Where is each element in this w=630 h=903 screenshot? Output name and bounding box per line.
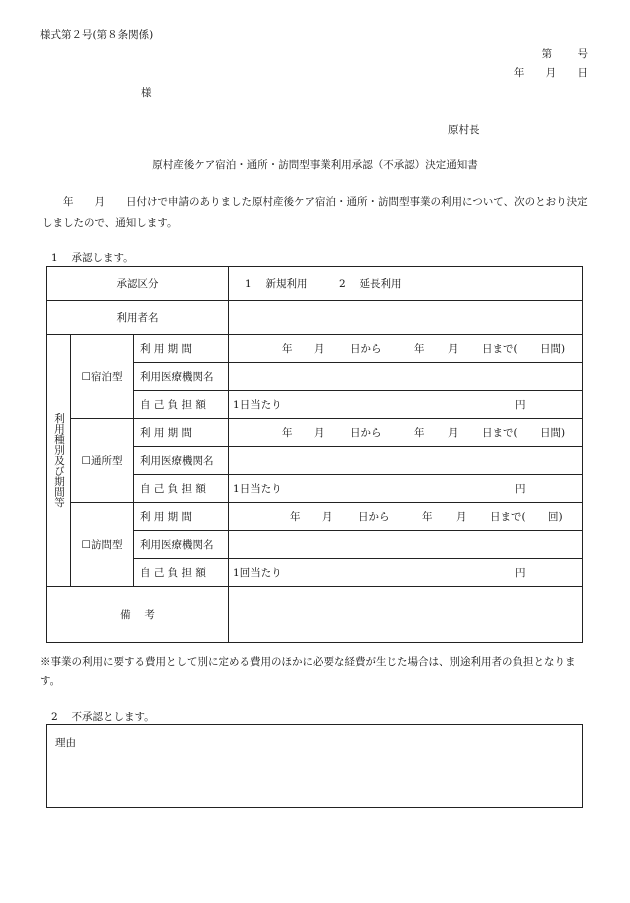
institution-field-visit[interactable] xyxy=(229,531,583,559)
reason-field[interactable] xyxy=(46,724,583,808)
month-unit: 月 xyxy=(456,511,467,523)
cost-unit: 1日当たり xyxy=(233,483,282,495)
category-label-cell xyxy=(47,335,71,587)
institution-label: 利用医療機関名 xyxy=(134,531,229,559)
yen-unit: 円 xyxy=(515,399,526,411)
period-field-visit[interactable] xyxy=(229,503,583,531)
day-from-unit: 日から xyxy=(350,427,382,439)
approval-table xyxy=(46,266,583,643)
user-name-label: 利用者名 xyxy=(47,301,229,335)
type-name-visit[interactable]: ☐訪問型 xyxy=(71,503,134,587)
approval-category-label: 承認区分 xyxy=(47,267,229,301)
day-to-unit: 日まで( xyxy=(490,511,526,523)
reason-label: 理由 xyxy=(55,737,76,749)
cost-field-daycare[interactable] xyxy=(229,475,583,503)
cost-label: 自 己 負 担 額 xyxy=(134,391,229,419)
type-name-stay[interactable]: ☐宿泊型 xyxy=(71,335,134,419)
year-unit: 年 xyxy=(282,343,293,355)
institution-label: 利用医療機関名 xyxy=(134,363,229,391)
year-unit: 年 xyxy=(282,427,293,439)
type-name-daycare[interactable]: ☐通所型 xyxy=(71,419,134,503)
days-unit: 日間) xyxy=(540,343,566,355)
year-unit: 年 xyxy=(422,511,433,523)
month-unit: 月 xyxy=(314,427,325,439)
month-unit: 月 xyxy=(322,511,333,523)
institution-field-stay[interactable] xyxy=(229,363,583,391)
month-unit: 月 xyxy=(448,343,459,355)
yen-unit: 円 xyxy=(515,567,526,579)
cost-note: ※事業の利用に要する費用として別に定める費用のほかに必要な経費が生じた場合は、別途利用者の負担となります。 xyxy=(40,656,576,687)
section1-heading: 1 承認します。 xyxy=(51,252,134,264)
section2-heading: 2 不承認とします。 xyxy=(51,711,155,723)
cost-label: 自 己 負 担 額 xyxy=(134,475,229,503)
cost-label: 自 己 負 担 額 xyxy=(134,559,229,587)
year-unit: 年 xyxy=(290,511,301,523)
addressee: 様 xyxy=(141,87,152,99)
user-name-field[interactable] xyxy=(229,301,583,335)
intro-paragraph: 年 月 日付けで申請のありました原村産後ケア宿泊・通所・訪問型事業の利用について、次のとおり決定しましたので、通知します。 xyxy=(42,196,588,229)
form-number: 様式第２号(第８条関係) xyxy=(40,29,154,41)
cost-unit: 1回当たり xyxy=(233,567,282,579)
cost-field-visit[interactable] xyxy=(229,559,583,587)
cost-field-stay[interactable] xyxy=(229,391,583,419)
month-unit: 月 xyxy=(448,427,459,439)
day-to-unit: 日まで( xyxy=(482,343,518,355)
remarks-field[interactable] xyxy=(229,587,583,643)
day-from-unit: 日から xyxy=(358,511,390,523)
issuer: 原村長 xyxy=(448,124,480,136)
days-unit: 日間) xyxy=(540,427,566,439)
remarks-label: 備 考 xyxy=(47,587,229,643)
day-from-unit: 日から xyxy=(350,343,382,355)
month-unit: 月 xyxy=(314,343,325,355)
period-label: 利 用 期 間 xyxy=(134,335,229,363)
institution-field-daycare[interactable] xyxy=(229,447,583,475)
day-to-unit: 日まで( xyxy=(482,427,518,439)
visits-unit: 回) xyxy=(548,511,563,523)
period-label: 利 用 期 間 xyxy=(134,419,229,447)
period-field-daycare[interactable] xyxy=(229,419,583,447)
period-field-stay[interactable] xyxy=(229,335,583,363)
period-label: 利 用 期 間 xyxy=(134,503,229,531)
year-unit: 年 xyxy=(414,343,425,355)
category-label: 利用種別及び期間等 xyxy=(53,413,65,508)
document-title: 原村産後ケア宿泊・通所・訪問型事業利用承認（不承認）決定通知書 xyxy=(152,159,478,171)
document-number: 第 号 xyxy=(541,48,588,60)
yen-unit: 円 xyxy=(515,483,526,495)
institution-label: 利用医療機関名 xyxy=(134,447,229,475)
year-unit: 年 xyxy=(414,427,425,439)
cost-unit: 1日当たり xyxy=(233,399,282,411)
approval-category-options[interactable]: 1 新規利用 2 延長利用 xyxy=(229,267,583,301)
document-date: 年 月 日 xyxy=(513,67,588,79)
